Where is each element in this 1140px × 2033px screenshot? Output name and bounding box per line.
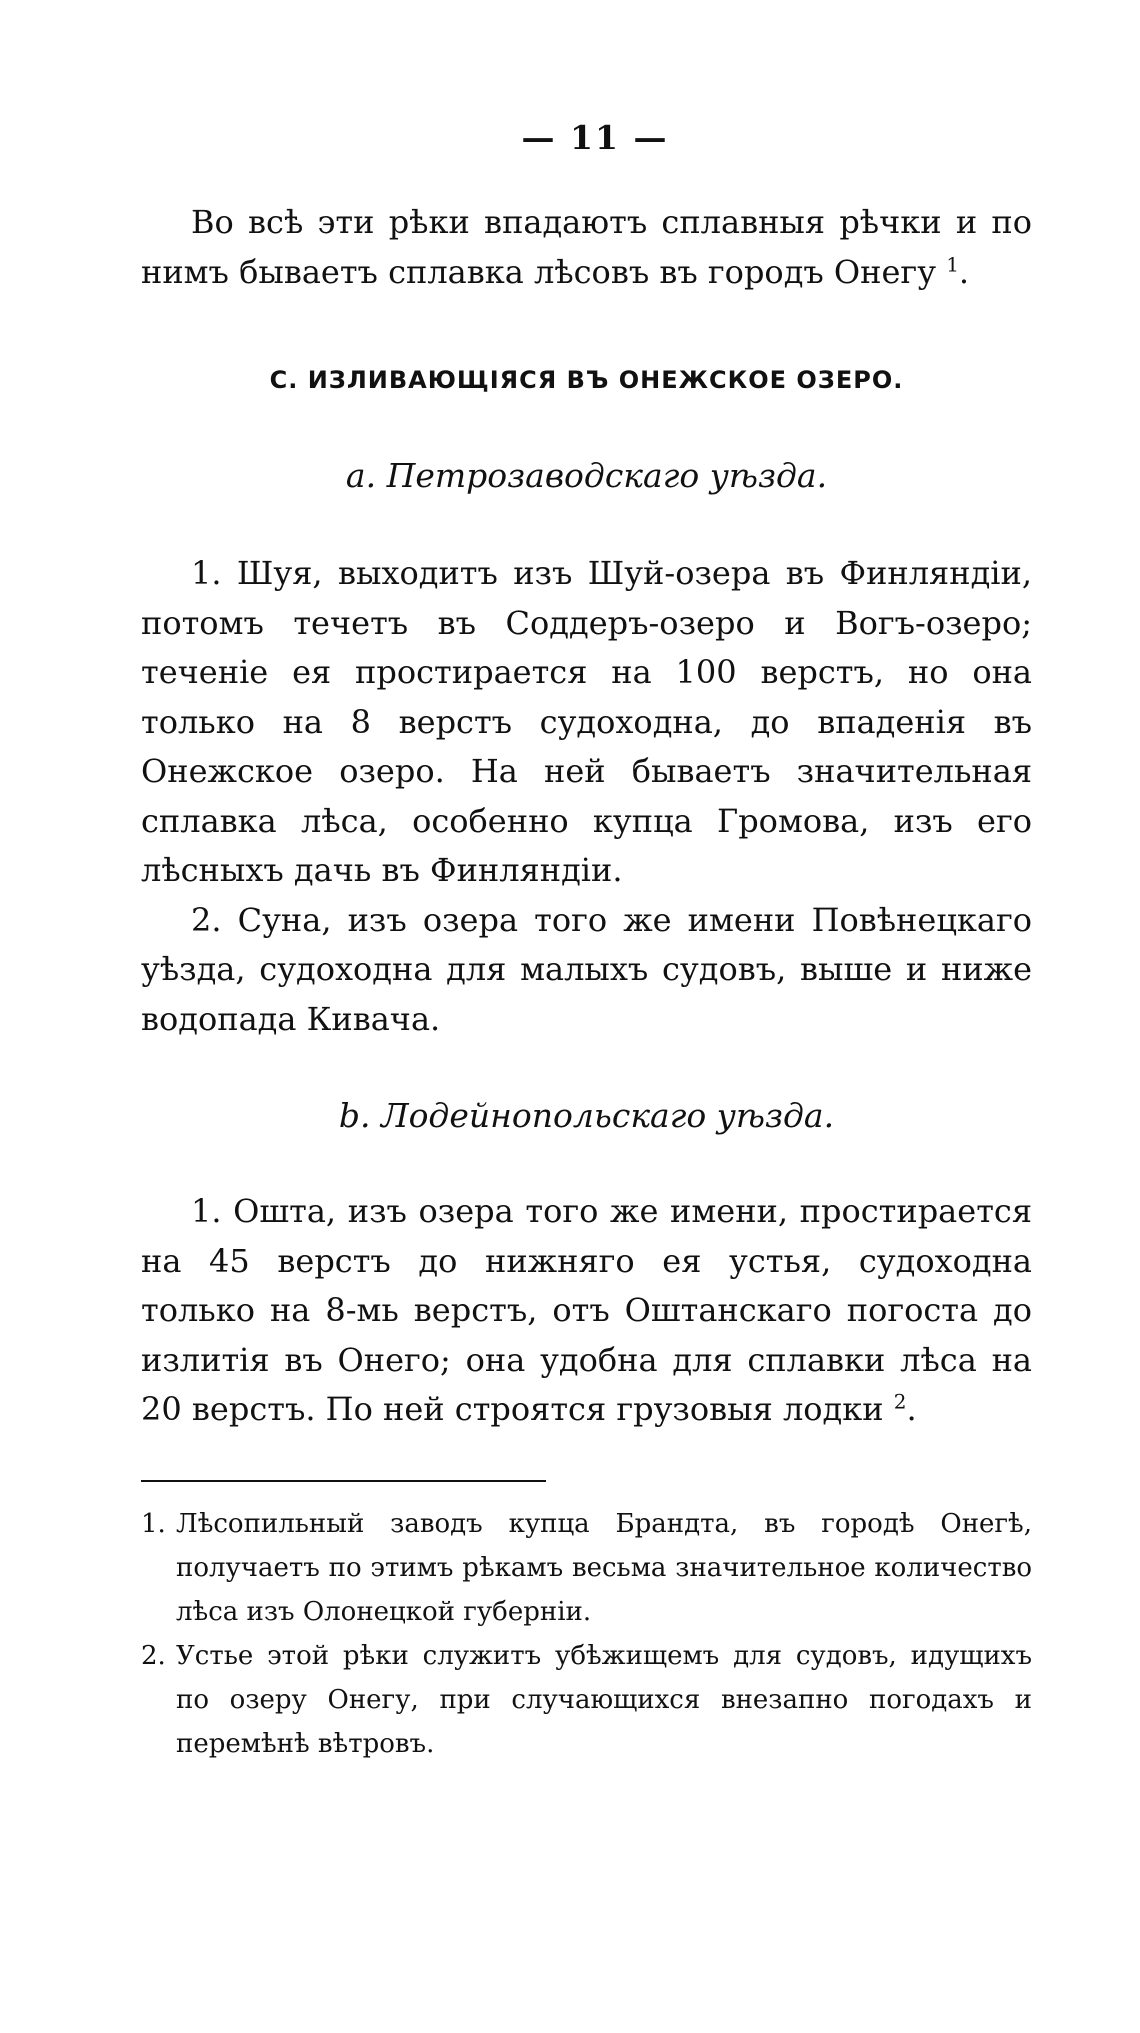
subsection-b-heading: b. Лодейнопольскаго уѣзда.: [338, 1096, 835, 1135]
footnote-divider: [141, 1480, 546, 1482]
subsection-a-body: [141, 549, 1032, 1044]
footnote-number: 2.: [141, 1641, 166, 1671]
river-suna-paragraph: 2. Суна, изъ озера того же имени Повѣнецкаго уѣзда, судоходна для малыхъ судовъ, выше и ниже водопада Кивача.: [141, 900, 1032, 1038]
footnote-ref-2[interactable]: 2: [893, 1389, 907, 1414]
footnote-text: Лѣсопильный заводъ купца Брандта, въ городѣ Онегѣ, получаетъ по этимъ рѣкамъ весьма значительное количество лѣса изъ Олонецкой губерніи.: [176, 1509, 1032, 1627]
river-oshta-paragraph: [141, 1187, 1032, 1435]
page-number: — 11 —: [521, 118, 669, 157]
river-shuya-paragraph: 1. Шуя, выходитъ изъ Шуй-озера въ Финляндіи, потомъ течетъ въ Соддеръ-озеро и Вогъ-озеро; теченіе ея простирается на 100 верстъ, но она только на 8 верстъ судоходна, до впаденія въ Онежское озеро. На ней бываетъ значительная сплавка лѣса, особенно купца Громова, изъ его лѣсныхъ дачь въ Финляндіи.: [141, 554, 1032, 889]
footnote-text: Устье этой рѣки служитъ убѣжищемъ для судовъ, идущихъ по озеру Онегу, при случающихся внезапно погодахъ и перемѣнѣ вѣтровъ.: [176, 1641, 1032, 1759]
footnote-ref-1[interactable]: 1: [946, 251, 959, 276]
river-oshta-text: 1. Ошта, изъ озера того же имени, простирается на 45 верстъ до нижняго ея устья, судоходна только на 8-мь верстъ, отъ Оштанскаго погоста до излитія въ Онего; она удобна для сплавки лѣса на 20 верстъ. По ней строятся грузовыя лодки: [141, 1192, 1032, 1428]
subsection-a-heading: a. Петрозаводскаго уѣзда.: [345, 456, 828, 495]
subsection-b-heading-block: [141, 1096, 1032, 1135]
intro-end: .: [958, 252, 970, 291]
footnote-1: [141, 1502, 1032, 1634]
section-c-heading: C. ИЗЛИВАЮЩІЯСЯ ВЪ ОНЕЖСКОЕ ОЗЕРО.: [269, 366, 904, 394]
intro-text: Во всѣ эти рѣки впадаютъ сплавныя рѣчки и по нимъ бываетъ сплавка лѣсовъ въ городъ Онегу: [141, 203, 1032, 291]
footnote-2: [141, 1634, 1032, 1766]
footnotes: [141, 1502, 1032, 1766]
section-c-heading-block: [141, 366, 1032, 394]
subsection-a-heading-block: [141, 456, 1032, 495]
river-oshta-end: .: [906, 1390, 917, 1428]
intro-paragraph: [141, 198, 1032, 297]
footnote-number: 1.: [141, 1509, 166, 1539]
subsection-b-body: [141, 1187, 1032, 1435]
